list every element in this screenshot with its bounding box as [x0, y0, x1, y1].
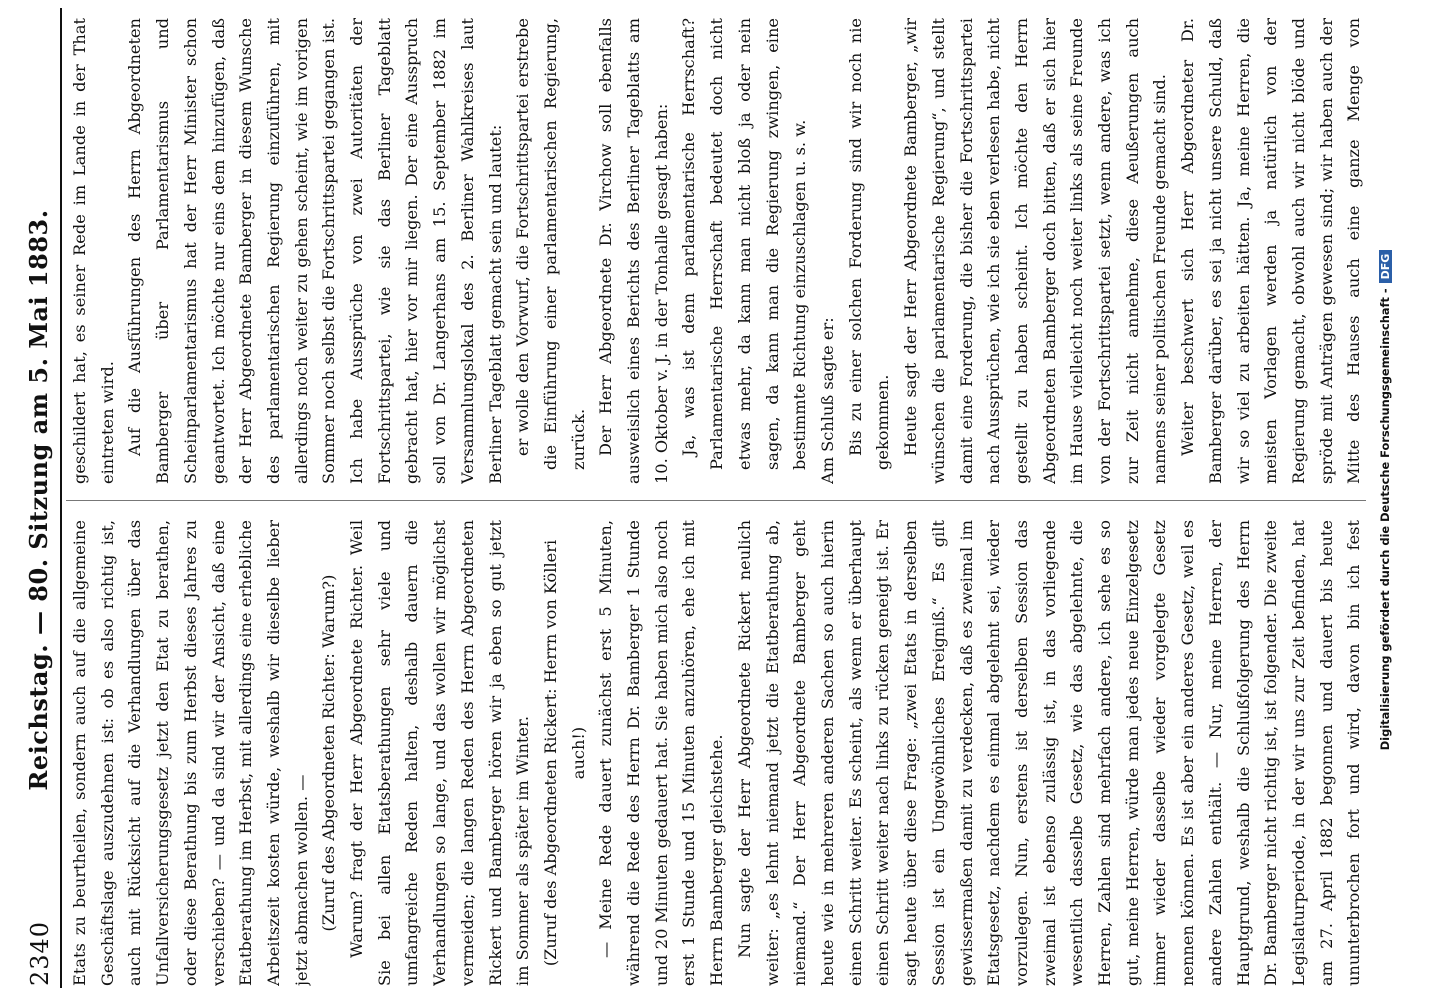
left-paragraph-3: — Meine Rede dauert zunächst erst 5 Minuten, während die Rede des Herrn Dr. Bamberger 1 Stunde und 20 Minuten gedauert hat. Sie haben mich also noch erst 1 Stunde und 15 Minuten anzuhören, ehe ich mit Herrn Bamberger gleichstehe.	[596, 520, 727, 986]
left-interjection-1: (Zuruf des Abgeordneten Richter: Warum?)	[319, 574, 339, 932]
dfg-logo-badge: DFG	[1379, 250, 1392, 284]
left-interjection-2: (Zuruf des Abgeordneten Rickert: Herrn von Kölleri auch!)	[540, 539, 588, 967]
right-quote-3: Bis zu einer solchen Forderung sind wir noch nie gekommen.	[845, 18, 893, 470]
digitization-credit	[1378, 0, 1392, 1000]
credit-text: Digitalisierung gefördert durch die Deutsche Forschungsgemeinschaft -	[1378, 288, 1392, 751]
right-quote-1: er wolle den Vorwurf, die Fortschrittspartei erstrebe die Einführung einer parlamentarischen Regierung, zurück.	[513, 18, 588, 470]
right-paragraph-5: Heute sagt der Herr Abgeordnete Bamberger, „wir wünschen die parlamentarische Regierung“, und stellt damit eine Forderung, die bisher die Fortschrittspartei nach Aussprüchen, wie ich sie eben verlesen habe, nicht gestellt zu haben scheint. Ich möchte den Herrn Abgeordneten Bamberger doch bitten, daß er sich hier im Hause vielleicht noch weiter links als seine Freunde von der Fortschrittspartei setzt, wenn andere, was ich zur Zeit nicht annehme, diese Aeußerungen auch namens seiner politischen Freunde gemacht sind.	[901, 18, 1170, 484]
header-rule	[60, 8, 62, 988]
left-column	[66, 520, 1371, 986]
right-paragraph-6: Weiter beschwert sich Herr Abgeordneter Dr. Bamberger darüber, es sei ja nicht unsere Schuld, daß wir so viel zu arbeiten hätten. Ja, meine Herren, die meisten Vorlagen werden ja natürlich von der Regierung gemacht, obwohl auch wir nicht blöde und spröde mit Anträgen gewesen sind; wir haben auch der Mitte des Hauses auch eine ganze Menge von	[1178, 18, 1364, 484]
right-quote-2: Ja, was ist denn parlamentarische Herrschaft? Parlamentarische Herrschaft bedeutet doch nicht etwas mehr, da kann man nicht bloß ja oder nein sagen, da kann man die Regierung zwingen, eine bestimmte Richtung einzuschlagen u. s. w.	[679, 18, 810, 470]
right-paragraph-3: Der Herr Abgeordnete Dr. Virchow soll ebenfalls ausweislich eines Berichts des Berliner Tageblatts am 10. Oktober v. J. in der Tonhalle gesagt haben:	[596, 18, 671, 484]
left-paragraph-2: Warum? fragt der Herr Abgeordnete Richter. Weil Sie bei allen Etatsberathungen sehr viele und umfangreiche Reden halten, deshalb dauern die Verhandlungen so lange, und das wollen wir möglichst vermeiden; die langen Reden des Herrn Abgeordneten Rickert und Bamberger hören wir ja eben so gut jetzt im Sommer als später im Winter.	[347, 520, 533, 986]
right-paragraph-2: Auf die Ausführungen des Herrn Abgeordneten Bamberger über Parlamentarismus und Scheinparlamentarismus hat der Herr Minister schon geantwortet. Ich möchte nur eins dem hinzufügen, daß der Herr Abgeordnete Bamberger in diesem Wunsche des parlamentarischen Regierung einzuführen, mit allerdings noch weiter zu gehen scheint, wie im vorigen Sommer noch selbst die Fortschrittspartei gegangen ist. Ich habe Aussprüche von zwei Autoritäten der Fortschrittspartei, wie sie das Berliner Tageblatt gebracht hat, hier vor mir liegen. Der eine Ausspruch soll von Dr. Langerhans am 15. September 1882 im Versammlungslokal des 2. Berliner Wahlkreises laut Berliner Tageblatt gemacht sein und lautet:	[125, 18, 505, 484]
left-paragraph-1: Etats zu beurtheilen, sondern auch auf die allgemeine Geschäftslage auszudehnen ist: ob es also richtig ist, auch mit Rücksicht auf die Verhandlungen über das Unfallversicherungsgesetz jetzt den Etat zu berathen, oder diese Berathung bis zum Herbst dieses Jahres zu verschieben? — und da sind wir der Ansicht, daß eine Etatberathung im Herbst, mit allerdings eine erhebliche Arbeitszeit kosten würde, weshalb wir dieselbe lieber jetzt abmachen wollen. —	[70, 520, 311, 986]
page-number: 2340	[26, 920, 54, 986]
right-paragraph-1: geschildert hat, es seiner Rede im Lande in der That eintreten wird.	[70, 18, 117, 484]
page-title: Reichstag. — 80. Sitzung am 5. Mai 1883.	[24, 209, 53, 791]
left-paragraph-4: Nun sagte der Herr Abgeordnete Rickert neulich weiter: „es lehnt niemand jetzt die Etatberathung ab, niemand.“ Der Herr Abgeordnete Bamberger geht heute wie in mehreren anderen Sachen so auch hierin einen Schritt weiter. Es scheint, als wenn er überhaupt einen Schritt weiter nach links zu rücken geneigt ist. Er sagt heute über diese Frage: „zwei Etats in derselben Session ist ein Ungewöhnliches Ereigniß.“ Es gilt gewissermaßen damit zu verdecken, daß es zweimal im Etatsgesetz, nachdem es einmal abgelehnt sei, wieder vorzulegen. Nun, erstens ist derselben Session das zweimal ist ebenso zulässig ist, in das vorliegende wesentlich dasselbe Gesetz, wie das abgelehnte, die Herren, Zahlen sind mehrfach andere, ich sehe es so gut, meine Herren, würde man jedes neue Einzelgesetz immer wieder dasselbe wieder vorgelegte Gesetz nennen können. Es ist aber ein anderes Gesetz, weil es andere Zahlen enthält. — Nur, meine Herren, der Hauptgrund, weshalb die Schlußfolgerung des Herrn Dr. Bamberger nicht richtig ist, ist folgender. Die zweite Legislaturperiode, in der wir uns zur Zeit befinden, hat am 27. April 1882 begonnen und dauert bis heute ununterbrochen fort und wird, davon bin ich fest	[734, 520, 1364, 986]
right-paragraph-4: Am Schluß sagte er:	[817, 317, 837, 484]
column-divider	[66, 500, 1366, 501]
right-column	[66, 18, 1371, 484]
page-header	[16, 0, 56, 1000]
